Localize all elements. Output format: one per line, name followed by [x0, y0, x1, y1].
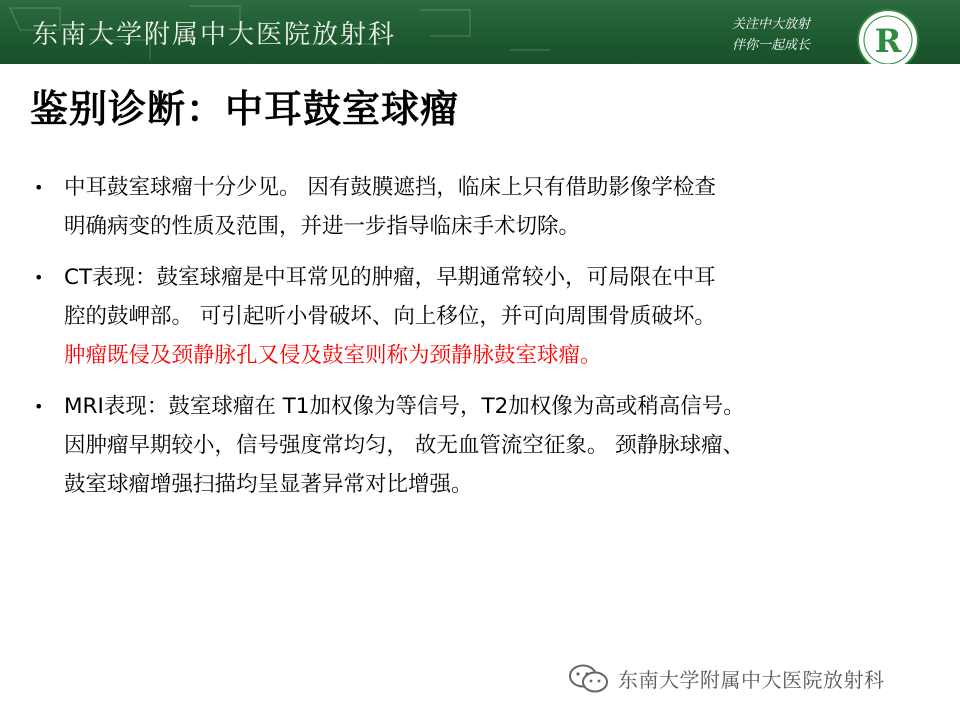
bullet-text-line: 中耳鼓室球瘤十分少见。 因有鼓膜遮挡，临床上只有借助影像学检查 [64, 175, 716, 200]
header-title: 东南大学附属中大医院放射科 [32, 20, 397, 50]
footer-watermark [566, 660, 885, 696]
bullet-item [34, 258, 914, 375]
footer-text: 东南大学附属中大医院放射科 [618, 667, 885, 692]
bullet-text-line: 鼓室球瘤增强扫描均呈显著异常对比增强。 [64, 472, 473, 497]
header-bar [0, 0, 960, 64]
bullet-item [34, 387, 914, 504]
bullet-marker: • [34, 178, 44, 197]
header-slogan-line2: 伴你一起成长 [731, 38, 810, 53]
bullet-item [34, 168, 914, 246]
bullet-text-line: 因肿瘤早期较小，信号强度常均匀， 故无血管流空征象。 颈静脉球瘤、 [64, 433, 745, 458]
header-slogan-line1: 关注中大放射 [731, 17, 810, 32]
bullet-text-line: MRI表现：鼓室球瘤在 T1加权像为等信号，T2加权像为高或稍高信号。 [64, 394, 745, 419]
slide-title: 鉴别诊断：中耳鼓室球瘤 [30, 87, 460, 131]
svg-text:R: R [874, 22, 902, 60]
bullet-text-line: CT表现：鼓室球瘤是中耳常见的肿瘤，早期通常较小，可局限在中耳 [64, 265, 716, 290]
bullet-text-line: 腔的鼓岬部。 可引起听小骨破坏、向上移位，并可向周围骨质破坏。 [64, 304, 716, 329]
bullet-marker: • [34, 397, 44, 416]
bullet-text-line: 肿瘤既侵及颈静脉孔又侵及鼓室则称为颈静脉鼓室球瘤。 [64, 343, 602, 368]
bullet-marker: • [34, 268, 44, 287]
wechat-icon [566, 662, 612, 694]
hospital-logo-icon [848, 6, 928, 64]
bullet-text-line: 明确病变的性质及范围，并进一步指导临床手术切除。 [64, 214, 581, 239]
bullet-list [34, 168, 914, 516]
